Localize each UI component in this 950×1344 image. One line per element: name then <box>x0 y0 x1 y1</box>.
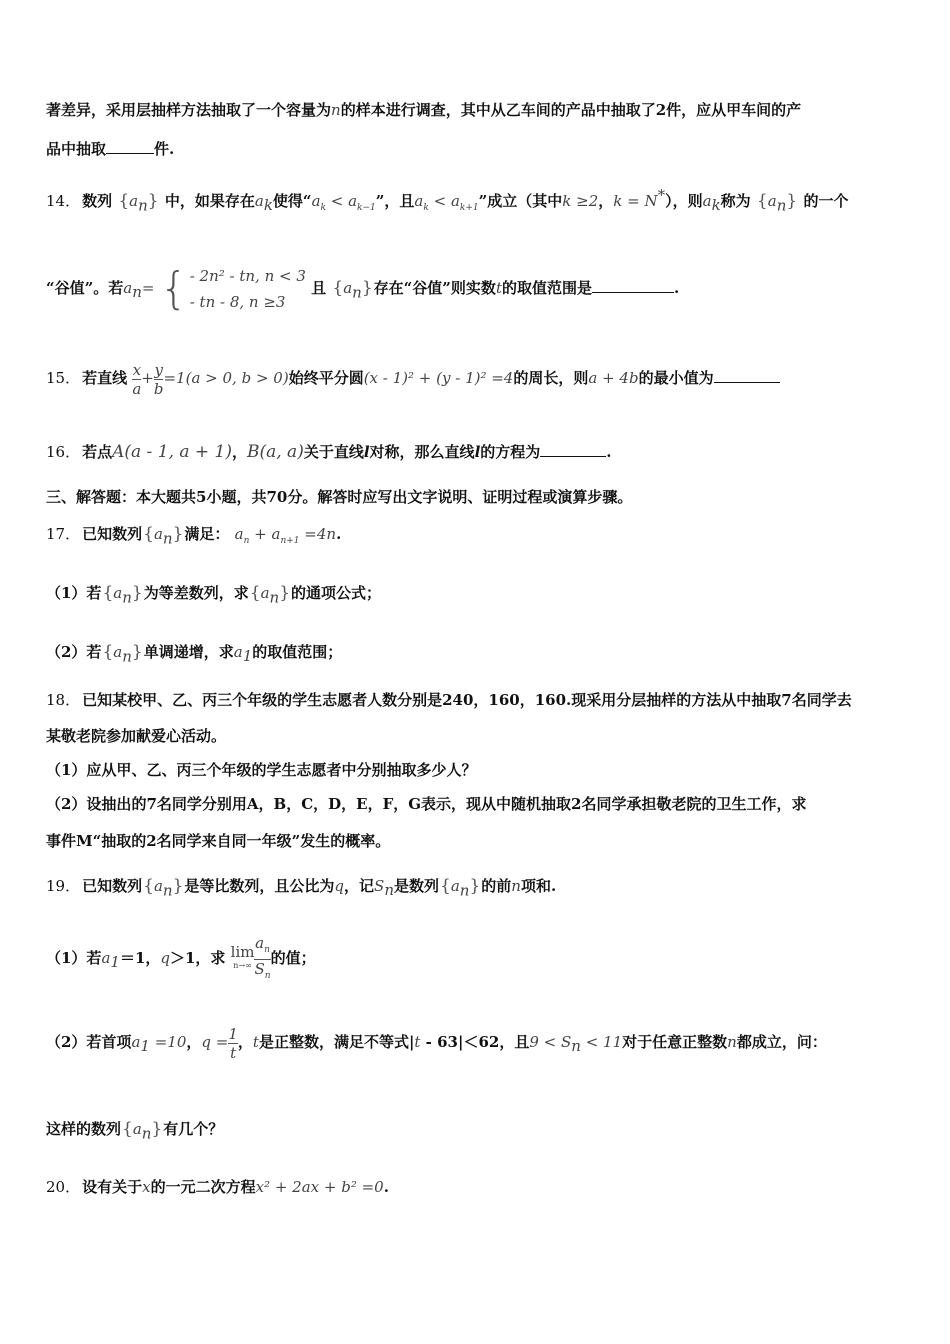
text: 某敬老院参加献爱心活动。 <box>46 727 227 745</box>
math-var: n <box>331 101 341 119</box>
text: 且 <box>311 279 327 297</box>
text: ， <box>186 1033 202 1051</box>
point-B: B(a, a) <box>246 442 304 462</box>
question-18 <box>46 688 910 712</box>
math-var: a <box>254 192 264 210</box>
text: 是等比数列，且公比为 <box>184 877 335 895</box>
text: 件. <box>154 140 175 158</box>
math-expr: 9 < S <box>529 1033 572 1051</box>
question-20 <box>46 1175 910 1199</box>
text: . <box>606 443 612 461</box>
text: 设有关于 <box>82 1178 143 1196</box>
math-expr: k ≥2 <box>562 192 599 210</box>
text: 的一个 <box>803 192 849 210</box>
seq-brace: $\{a_n\}$ <box>122 1119 163 1143</box>
question-19-part-2: （2）若首项$a_1 =10$，q = $\frac{1}{t}$ ，t是正整数，满足不等式|t - 63|＜62，且$9 < S_n < 11$对于任意正整数n都成立，问： <box>46 1024 827 1062</box>
text: ， <box>231 443 247 461</box>
text: 对称，那么直线 <box>369 443 475 461</box>
text: - 63|＜62，且 <box>420 1033 530 1051</box>
fraction-1-over-t: $\frac{1}{t}$ <box>228 1024 238 1062</box>
question-19-part-1: （1）若$a_1=1$，q＞1，求 lim n→∞ $\frac{a_n}{S_n}$ 的值； <box>46 930 910 990</box>
math-var: l <box>363 443 370 461</box>
text: ），则 <box>665 192 703 210</box>
text: 的样本进行调查，其中从乙车间的产品中抽取了2件，应从甲车间的产 <box>340 101 802 119</box>
text: ”成立（其中 <box>478 192 563 210</box>
question-number: 16． <box>46 443 81 461</box>
inequality-2: $a_k < a_{k+1}$ <box>414 192 479 213</box>
text: . <box>336 525 342 543</box>
question-17-part-1 <box>46 581 910 609</box>
text: ， <box>237 1033 253 1051</box>
limit-operator: lim n→∞ <box>230 943 255 970</box>
question-18-part-2-cont <box>46 829 910 853</box>
seq-brace: $\{a_n\}$ <box>440 876 481 900</box>
text: 的一元二次方程 <box>150 1178 256 1196</box>
math-var: a <box>702 192 712 210</box>
text: 的周长，则 <box>513 369 589 387</box>
math-var: a <box>233 643 243 661</box>
quadratic-equation: x² + 2ax + b² =0 <box>255 1178 384 1196</box>
text: 的值； <box>270 949 316 967</box>
question-number: 14． <box>46 192 81 210</box>
recurrence: $a_n + a_{n+1} =4n$ <box>234 525 337 546</box>
question-number: 15． <box>46 369 81 387</box>
math-var: l <box>474 443 481 461</box>
math-expr: =10 <box>149 1033 187 1051</box>
text: 都成立，问： <box>736 1033 827 1051</box>
question-19: 19． 已知数列$\{a_n\}$是等比数列，且公比为q，记$S_n$是数列$\{a_n\}$的前n项和. <box>46 874 910 902</box>
text: 的前 <box>481 877 512 895</box>
text: 为等差数列，求 <box>143 584 249 602</box>
math-var: q <box>201 1033 212 1051</box>
text: 满足： <box>184 525 230 543</box>
text: 使得“ <box>272 192 312 210</box>
question-19-part-2-cont <box>46 1117 910 1145</box>
math-var: a <box>131 1033 141 1051</box>
question-18-part-1 <box>46 758 910 782</box>
text: ， <box>598 192 614 210</box>
text: 中，如果存在 <box>164 192 255 210</box>
answer-blank[interactable] <box>106 139 154 154</box>
math-var: t <box>252 1033 259 1051</box>
continuation-line-2 <box>46 137 910 161</box>
answer-blank[interactable] <box>540 442 606 457</box>
point-A: A(a - 1, a + 1) <box>112 442 232 462</box>
seq-brace: $\{a_n\}$ <box>102 583 143 607</box>
text: 这样的数列 <box>46 1120 122 1138</box>
text: （2）若首项 <box>46 1033 132 1051</box>
section-3-heading <box>46 485 910 509</box>
text: . <box>673 279 680 297</box>
text: “谷值”。若 <box>46 279 124 297</box>
text: 始终平分圆 <box>288 369 364 387</box>
math-var: q <box>334 877 345 895</box>
seq-brace: $\{a_n\}$ <box>143 876 184 900</box>
text: 存在“谷值”则实数 <box>373 279 496 297</box>
text: 关于直线 <box>303 443 364 461</box>
math-var: a <box>101 949 111 967</box>
text: （1）若 <box>46 584 102 602</box>
text: 已知某校甲、乙、丙三个年级的学生志愿者人数分别是240，160，160.现采用分层抽样的方法从中抽取7名同学去 <box>82 691 852 709</box>
question-14-condition: “谷值”。若$a_n=$ { - 2n² - tn, n < 3 - tn - 8, n ≥3 且 $\{a_n\}$存在“谷值”则实数t的取值范围是 . <box>46 258 910 322</box>
text: 事件M“抽取的2名同学来自同一年级”发生的概率。 <box>46 832 391 850</box>
text: （2）若 <box>46 643 102 661</box>
math-expr: k = N <box>613 192 658 210</box>
math-var: a <box>123 279 133 297</box>
text: 品中抽取 <box>46 140 107 158</box>
seq-brace: $\{a_n\}$ <box>756 191 798 215</box>
fraction-x-over-a: $\frac{x}{a}$ <box>132 360 142 398</box>
question-17 <box>46 522 910 553</box>
text: （1）应从甲、乙、丙三个年级的学生志愿者中分别抽取多少人？ <box>46 761 477 779</box>
continuation-line-1 <box>46 98 910 122</box>
text: 有几个？ <box>163 1120 224 1138</box>
question-15 <box>46 350 910 406</box>
text: 称为 <box>720 192 751 210</box>
text: ＝1， <box>119 949 161 967</box>
seq-brace: $\{a_n\}$ <box>102 642 143 666</box>
text: 若点 <box>82 443 113 461</box>
math-op: + <box>141 369 154 387</box>
answer-blank[interactable] <box>592 278 674 293</box>
math-var: x <box>142 1178 151 1196</box>
inequality-1: $a_k < a_{k-1}$ <box>311 192 376 213</box>
piecewise-row-2: - tn - 8, n ≥3 <box>189 293 286 311</box>
text: 若直线 <box>82 369 128 387</box>
seq-brace: $\{a_n\}$ <box>332 278 373 302</box>
question-number: 17． <box>46 525 81 543</box>
question-16 <box>46 440 910 464</box>
text: 是正整数，满足不等式| <box>258 1033 415 1051</box>
math-var: S <box>374 877 385 895</box>
fraction-y-over-b: $\frac{y}{b}$ <box>153 360 164 398</box>
text: . <box>383 1178 389 1196</box>
text: ＞1，求 <box>169 949 226 967</box>
answer-blank[interactable] <box>714 368 780 383</box>
text: 的最小值为 <box>638 369 714 387</box>
question-number: 20． <box>46 1178 81 1196</box>
piecewise-row-1: - 2n² - tn, n < 3 <box>189 267 306 285</box>
piecewise-definition: { - 2n² - tn, n < 3 - tn - 8, n ≥3 <box>159 263 306 314</box>
text: 的取值范围是 <box>501 279 592 297</box>
math-var: n <box>727 1033 737 1051</box>
text: 三、解答题：本大题共5小题，共70分。解答时应写出文字说明、证明过程或演算步骤。 <box>46 488 633 506</box>
math-expr: < 11 <box>580 1033 623 1051</box>
math-var: t <box>414 1033 421 1051</box>
text: 是数列 <box>393 877 439 895</box>
seq-brace: $\{a_n\}$ <box>118 191 159 215</box>
math-var: t <box>495 279 502 297</box>
circle-equation: (x - 1)² + (y - 1)² =4 <box>363 369 514 387</box>
text: ，记 <box>344 877 375 895</box>
question-17-part-2: （2）若$\{a_n\}$单调递增，求$a_1$的取值范围； <box>46 640 910 668</box>
text: 单调递增，求 <box>143 643 234 661</box>
text: ”，且 <box>375 192 415 210</box>
text: （1）若 <box>46 949 102 967</box>
question-number: 18． <box>46 691 81 709</box>
math-var: n <box>511 877 521 895</box>
text: 的取值范围； <box>252 643 343 661</box>
text: 项和. <box>520 877 557 895</box>
seq-brace: $\{a_n\}$ <box>143 524 184 548</box>
math-op: = <box>211 1033 229 1051</box>
question-18-cont <box>46 724 910 748</box>
math-var: q <box>160 949 170 967</box>
text: 的方程为 <box>480 443 541 461</box>
question-18-part-2 <box>46 792 910 816</box>
question-number: 19． <box>46 877 81 895</box>
math-expr: =1(a > 0, b > 0) <box>163 369 289 387</box>
text: 已知数列 <box>82 525 143 543</box>
fraction-an-over-Sn: $\frac{a_n}{S_n}$ <box>254 933 271 981</box>
text: 对于任意正整数 <box>622 1033 728 1051</box>
math-expr: a + 4b <box>588 369 639 387</box>
math-op: = <box>141 279 155 297</box>
question-14: 14． 数列 $\{a_n\}$ 中，如果存在$a_k$使得“$a_k < a_{k-1}$”，且$a_k < a_{k+1}$”成立（其中k ≥2，k = N*），则$a_k$称为 $\{a_n\}$ 的一个 <box>46 183 910 220</box>
text: （2）设抽出的7名同学分别用A，B，C，D，E，F，G表示，现从中随机抽取2名同学承担敬老院的卫生工作，求 <box>46 795 807 813</box>
text: 数列 <box>82 192 113 210</box>
text: 著差异，采用层抽样方法抽取了一个容量为 <box>46 101 332 119</box>
text: 已知数列 <box>82 877 143 895</box>
seq-brace: $\{a_n\}$ <box>249 583 291 607</box>
text: 的通项公式； <box>291 584 382 602</box>
